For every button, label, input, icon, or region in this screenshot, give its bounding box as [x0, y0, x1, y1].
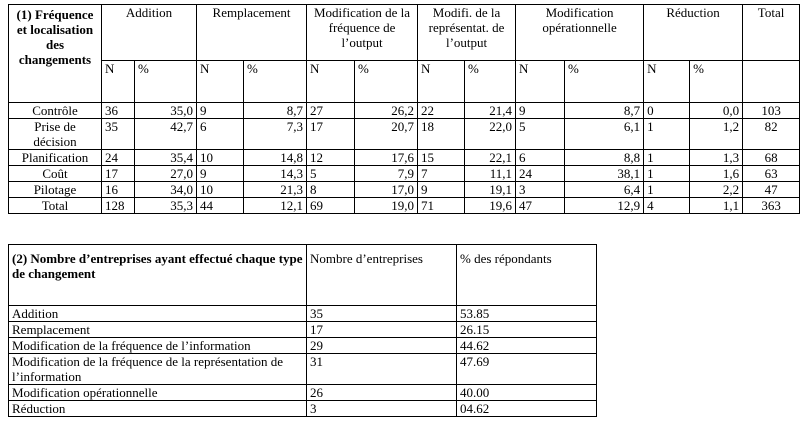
- cell-count: 9: [197, 166, 244, 182]
- cell-percent: 1,1: [690, 198, 743, 214]
- subheader-n: N: [644, 60, 690, 102]
- cell-count: 9: [197, 103, 244, 119]
- cell-count: 5: [516, 119, 565, 150]
- cell-total: 47: [743, 182, 800, 198]
- cell-count: 47: [516, 198, 565, 214]
- row-label: Addition: [9, 306, 307, 322]
- cell-percent: 12,1: [244, 198, 307, 214]
- row-label: Coût: [9, 166, 102, 182]
- subheader-pct: %: [465, 60, 516, 102]
- cell-count: 24: [516, 166, 565, 182]
- row-label: Modification de la fréquence de l’information: [9, 338, 307, 354]
- cell-percent: 20,7: [355, 119, 418, 150]
- table-row: [9, 385, 597, 401]
- cell-percent: 19,6: [465, 198, 516, 214]
- subheader-pct: %: [690, 60, 743, 102]
- companies-table: [8, 244, 597, 417]
- cell-count: 8: [307, 182, 355, 198]
- table2-header: (2) Nombre d’entreprises ayant effectué chaque type de changement: [9, 245, 307, 306]
- cell-percent: 1,6: [690, 166, 743, 182]
- row-label: Remplacement: [9, 322, 307, 338]
- cell-percent: 1,3: [690, 150, 743, 166]
- cell-count: 4: [644, 198, 690, 214]
- cell-count: 0: [644, 103, 690, 119]
- cell-percent: 42,7: [135, 119, 197, 150]
- cell-count: 15: [418, 150, 465, 166]
- cell-percent: 17,0: [355, 182, 418, 198]
- cell-count: 36: [102, 103, 135, 119]
- cell-percent: 38,1: [565, 166, 644, 182]
- cell-count: 9: [516, 103, 565, 119]
- cell-percent: 27,0: [135, 166, 197, 182]
- frequency-table: [8, 4, 800, 214]
- cell-percent: 40.00: [457, 385, 597, 401]
- cell-count: 29: [307, 338, 457, 354]
- cell-percent: 04.62: [457, 401, 597, 417]
- cell-percent: 7,3: [244, 119, 307, 150]
- cell-percent: 22,1: [465, 150, 516, 166]
- row-label: Contrôle: [9, 103, 102, 119]
- row-label: Pilotage: [9, 182, 102, 198]
- subheader-pct: %: [355, 60, 418, 102]
- cell-percent: 17,6: [355, 150, 418, 166]
- table-row: [9, 354, 597, 385]
- cell-count: 9: [418, 182, 465, 198]
- cell-count: 128: [102, 198, 135, 214]
- cell-total: 82: [743, 119, 800, 150]
- cell-count: 35: [102, 119, 135, 150]
- cell-percent: 2,2: [690, 182, 743, 198]
- cell-count: 12: [307, 150, 355, 166]
- cell-percent: 19,0: [355, 198, 418, 214]
- cell-percent: 14,3: [244, 166, 307, 182]
- cell-count: 5: [307, 166, 355, 182]
- cell-count: 35: [307, 306, 457, 322]
- cell-percent: 35,4: [135, 150, 197, 166]
- cell-percent: 8,7: [565, 103, 644, 119]
- col-header-count: Nombre d’entreprises: [307, 245, 457, 306]
- cell-percent: 44.62: [457, 338, 597, 354]
- cell-percent: 21,4: [465, 103, 516, 119]
- col-header-modif-frequence: Modification de la fréquence de l’output: [307, 5, 418, 61]
- table-row: [9, 198, 800, 214]
- cell-percent: 34,0: [135, 182, 197, 198]
- cell-percent: 0,0: [690, 103, 743, 119]
- table-row: [9, 150, 800, 166]
- cell-count: 17: [307, 119, 355, 150]
- subheader-pct: %: [244, 60, 307, 102]
- cell-count: 1: [644, 150, 690, 166]
- subheader-n: N: [516, 60, 565, 102]
- cell-count: 27: [307, 103, 355, 119]
- cell-count: 31: [307, 354, 457, 385]
- table-row: [9, 306, 597, 322]
- cell-count: 10: [197, 150, 244, 166]
- col-header-pct: % des répondants: [457, 245, 597, 306]
- subheader-n: N: [102, 60, 135, 102]
- cell-count: 22: [418, 103, 465, 119]
- cell-count: 6: [197, 119, 244, 150]
- cell-count: 1: [644, 166, 690, 182]
- cell-count: 18: [418, 119, 465, 150]
- table-row: [9, 119, 800, 150]
- subheader-pct: %: [135, 60, 197, 102]
- row-label: Réduction: [9, 401, 307, 417]
- cell-count: 24: [102, 150, 135, 166]
- cell-count: 6: [516, 150, 565, 166]
- cell-count: 3: [516, 182, 565, 198]
- col-header-reduction: Réduction: [644, 5, 743, 61]
- row-label: Modification opérationnelle: [9, 385, 307, 401]
- cell-percent: 7,9: [355, 166, 418, 182]
- table-row: [9, 166, 800, 182]
- cell-percent: 8,8: [565, 150, 644, 166]
- cell-percent: 19,1: [465, 182, 516, 198]
- subheader-n: N: [307, 60, 355, 102]
- cell-percent: 53.85: [457, 306, 597, 322]
- cell-percent: 8,7: [244, 103, 307, 119]
- cell-total: 68: [743, 150, 800, 166]
- cell-count: 44: [197, 198, 244, 214]
- cell-count: 7: [418, 166, 465, 182]
- cell-percent: 14,8: [244, 150, 307, 166]
- cell-percent: 6,4: [565, 182, 644, 198]
- subheader-row: [9, 60, 800, 102]
- cell-percent: 26.15: [457, 322, 597, 338]
- row-label: Total: [9, 198, 102, 214]
- subheader-empty: [743, 60, 800, 102]
- table-row: [9, 103, 800, 119]
- cell-percent: 26,2: [355, 103, 418, 119]
- col-header-modif-representation: Modifi. de la représentat. de l’output: [418, 5, 516, 61]
- row-label: Prise de décision: [9, 119, 102, 150]
- row-label: Modification de la fréquence de la représentation de l’information: [9, 354, 307, 385]
- cell-percent: 21,3: [244, 182, 307, 198]
- table-row: [9, 338, 597, 354]
- cell-count: 3: [307, 401, 457, 417]
- table-row: [9, 401, 597, 417]
- col-header-modif-operationnelle: Modification opérationnelle: [516, 5, 644, 61]
- table-row: [9, 322, 597, 338]
- cell-count: 17: [307, 322, 457, 338]
- cell-percent: 12,9: [565, 198, 644, 214]
- cell-percent: 47.69: [457, 354, 597, 385]
- cell-total: 63: [743, 166, 800, 182]
- row-label: Planification: [9, 150, 102, 166]
- stub-header: (1) Fréquence et localisation des changements: [9, 5, 102, 103]
- cell-count: 69: [307, 198, 355, 214]
- cell-count: 17: [102, 166, 135, 182]
- cell-total: 103: [743, 103, 800, 119]
- header-row: [9, 245, 597, 306]
- col-header-total: Total: [743, 5, 800, 61]
- cell-count: 26: [307, 385, 457, 401]
- cell-count: 16: [102, 182, 135, 198]
- cell-count: 1: [644, 182, 690, 198]
- cell-total: 363: [743, 198, 800, 214]
- subheader-pct: %: [565, 60, 644, 102]
- cell-percent: 35,3: [135, 198, 197, 214]
- cell-percent: 6,1: [565, 119, 644, 150]
- subheader-n: N: [418, 60, 465, 102]
- cell-percent: 35,0: [135, 103, 197, 119]
- cell-percent: 11,1: [465, 166, 516, 182]
- cell-count: 10: [197, 182, 244, 198]
- cell-percent: 22,0: [465, 119, 516, 150]
- cell-count: 1: [644, 119, 690, 150]
- cell-percent: 1,2: [690, 119, 743, 150]
- col-header-remplacement: Remplacement: [197, 5, 307, 61]
- col-header-addition: Addition: [102, 5, 197, 61]
- header-row: [9, 5, 800, 61]
- cell-count: 71: [418, 198, 465, 214]
- subheader-n: N: [197, 60, 244, 102]
- table-row: [9, 182, 800, 198]
